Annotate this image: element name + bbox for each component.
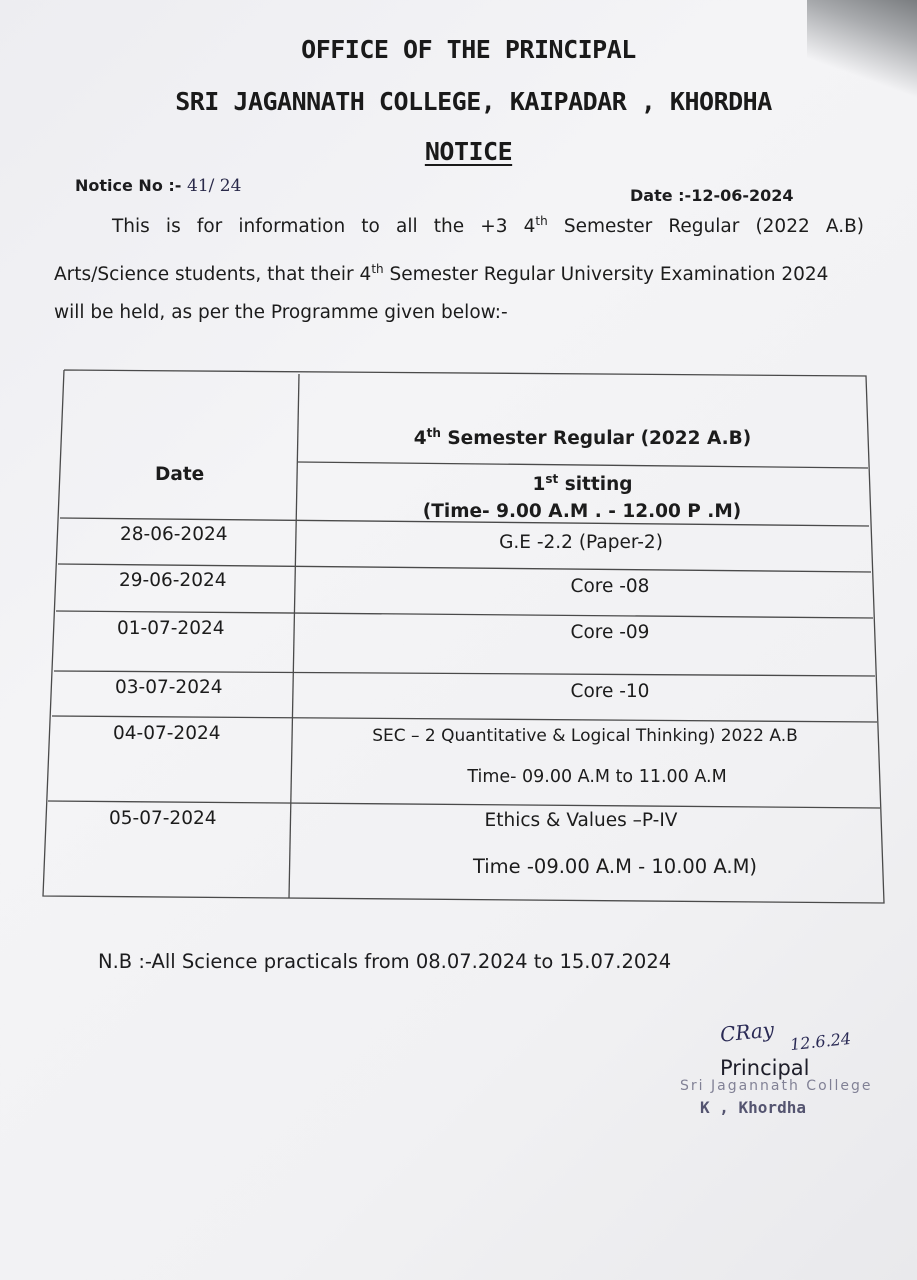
signatory-title: Principal [720, 1056, 810, 1080]
table-row-date: 04-07-2024 [113, 723, 221, 744]
table-row-date: 01-07-2024 [117, 618, 225, 639]
notice-heading-text: NOTICE [424, 137, 513, 166]
table-row-subject: G.E -2.2 (Paper-2) [499, 532, 663, 553]
signature-date: 12.6.24 [789, 1028, 852, 1055]
table-row-time: Time -09.00 A.M - 10.00 A.M) [472, 855, 758, 878]
table-row-subject: Core -10 [570, 681, 650, 702]
table-header-semester: 4th Semester Regular (2022 A.B) [413, 426, 752, 450]
notice-date: Date :-12-06-2024 [630, 186, 794, 205]
table-row-subject: Ethics & Values –P-IV [484, 810, 678, 831]
table-row-subject: Core -08 [570, 576, 650, 597]
table-row-subject: Core -09 [570, 622, 650, 643]
stamp-line-2: K , Khordha [700, 1098, 806, 1117]
table-header-date: Date [155, 464, 205, 485]
signature-block [680, 1017, 900, 1130]
body-line-2: Arts/Science students, that their 4th Semester Regular University Examination 2024 [54, 262, 829, 286]
signature-scribble: CRay [718, 1017, 776, 1047]
body-line-3: will be held, as per the Programme given below:- [54, 302, 508, 323]
table-header-sitting: 1st sitting [532, 472, 633, 496]
notice-number-value: 41/ 24 [187, 176, 242, 196]
table-row-date: 28-06-2024 [120, 524, 228, 545]
table-row-date: 03-07-2024 [115, 677, 223, 698]
table-row-date: 29-06-2024 [119, 570, 227, 591]
body-line-1: This is for information to all the +3 4th Semester Regular (2022 A.B) [112, 214, 864, 238]
table-header-sitting-time: (Time- 9.00 A.M . - 12.00 P .M) [422, 501, 742, 522]
stamp-line-1: Sri Jagannath College [680, 1078, 873, 1094]
nb-note: N.B :-All Science practicals from 08.07.2024 to 15.07.2024 [98, 950, 672, 973]
college-name: SRI JAGANNATH COLLEGE, KAIPADAR , KHORDHA [175, 87, 772, 116]
table-row-time: Time- 09.00 A.M to 11.00 A.M [467, 767, 727, 787]
notice-number-label: Notice No :- [75, 176, 182, 195]
office-title: OFFICE OF THE PRINCIPAL [301, 35, 636, 64]
table-row-subject: SEC – 2 Quantitative & Logical Thinking) 2022 A.B [372, 726, 798, 746]
table-row-date: 05-07-2024 [109, 808, 217, 829]
